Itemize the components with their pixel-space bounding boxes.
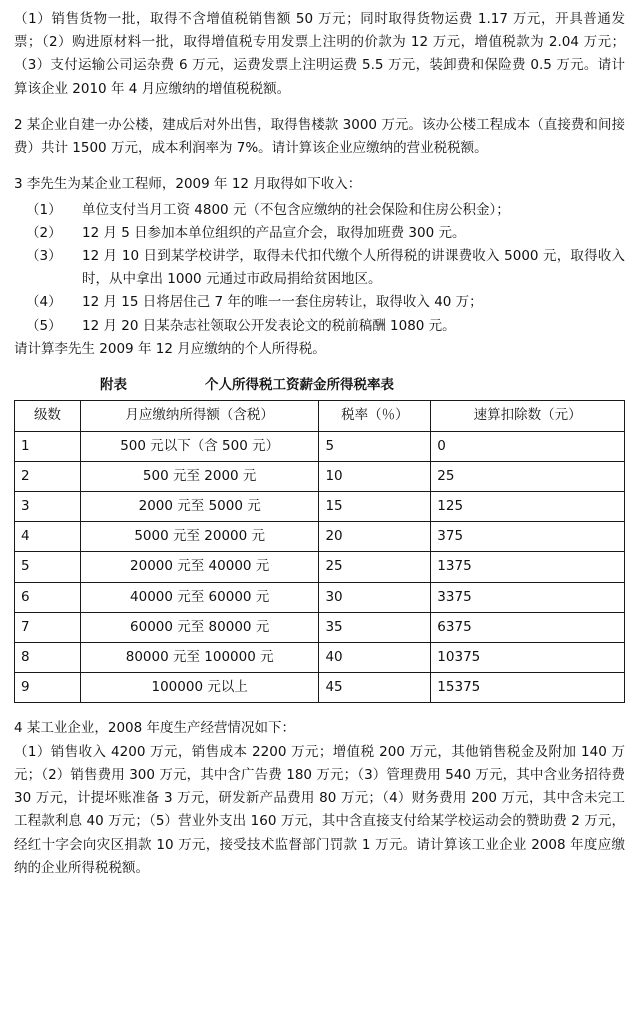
cell-level: 7 — [15, 612, 81, 642]
question-4-text: （1）销售收入 4200 万元，销售成本 2200 万元；增值税 200 万元，其他销售税金及附加 140 万元；（2）销售费用 300 万元，其中含广告费 180 万元；（3）管理费用 540 万元，其中含业务招待费 30 万元，计提坏账准备 3 万元，研发新产品费用 80 万元；（4）财务费用 200 万元，其中含未完工工程款利息 40 万元；（5）营业外支出 160 万元，其中含直接支付给某学校运动会的赞助费 2 万元，经红十字会向灾区捐款 10 万元，接受技术监督部门罚款 1 万元。请计算该工业企业 2008 年度应缴纳的企业所得税税额。 — [14, 743, 625, 876]
table-row — [15, 552, 625, 582]
cell-level: 5 — [15, 552, 81, 582]
question-3-item — [14, 199, 625, 222]
item-number: （5） — [26, 317, 62, 334]
table-row — [15, 491, 625, 521]
cell-bracket: 500 元以下（含 500 元） — [80, 431, 319, 461]
table-row — [15, 431, 625, 461]
cell-bracket: 60000 元至 80000 元 — [80, 612, 319, 642]
cell-bracket: 40000 元至 60000 元 — [80, 582, 319, 612]
item-number: （4） — [26, 294, 62, 311]
table-caption-left: 附表 — [100, 377, 127, 394]
cell-level: 6 — [15, 582, 81, 612]
cell-bracket: 100000 元以上 — [80, 673, 319, 703]
tax-rate-table — [14, 400, 625, 703]
item-number: （2） — [26, 224, 62, 241]
cell-bracket: 5000 元至 20000 元 — [80, 522, 319, 552]
cell-rate: 5 — [319, 431, 431, 461]
cell-bracket: 80000 元至 100000 元 — [80, 643, 319, 673]
cell-deduction: 1375 — [431, 552, 625, 582]
table-header-row — [15, 401, 625, 431]
cell-rate: 45 — [319, 673, 431, 703]
item-number: （3） — [26, 247, 62, 264]
table-row — [15, 643, 625, 673]
column-header-bracket: 月应缴纳所得额（含税） — [80, 401, 319, 431]
item-text: 单位支付当月工资 4800 元（不包含应缴纳的社会保险和住房公积金）； — [82, 201, 510, 218]
cell-rate: 15 — [319, 491, 431, 521]
cell-deduction: 25 — [431, 461, 625, 491]
table-row — [15, 612, 625, 642]
table-caption — [14, 374, 625, 397]
table-row — [15, 461, 625, 491]
item-number: （1） — [26, 201, 62, 218]
question-3-item — [14, 245, 625, 291]
question-3-item — [14, 291, 625, 314]
cell-level: 1 — [15, 431, 81, 461]
question-3-footer: 请计算李先生 2009 年 12 月应缴纳的个人所得税。 — [14, 340, 326, 357]
cell-deduction: 10375 — [431, 643, 625, 673]
cell-deduction: 125 — [431, 491, 625, 521]
item-text: 12 月 15 日将居住己 7 年的唯一一套住房转让，取得收入 40 万； — [82, 294, 483, 311]
cell-deduction: 15375 — [431, 673, 625, 703]
question-2-block — [14, 114, 625, 160]
cell-level: 2 — [15, 461, 81, 491]
question-3-heading: 3 李先生为某企业工程师，2009 年 12 月取得如下收入： — [14, 176, 362, 193]
table-title: 个人所得税工资薪金所得税率表 — [205, 377, 394, 394]
cell-rate: 30 — [319, 582, 431, 612]
cell-rate: 35 — [319, 612, 431, 642]
column-header-deduction: 速算扣除数（元） — [431, 401, 625, 431]
cell-level: 8 — [15, 643, 81, 673]
item-text: 12 月 5 日参加本单位组织的产品宣介会，取得加班费 300 元。 — [82, 224, 466, 241]
table-row — [15, 673, 625, 703]
table-row — [15, 522, 625, 552]
cell-level: 3 — [15, 491, 81, 521]
item-text: 12 月 10 日到某学校讲学，取得未代扣代缴个人所得税的讲课费收入 5000 元，取得收入时，从中拿出 1000 元通过市政局捐给贫困地区。 — [82, 247, 625, 288]
cell-deduction: 6375 — [431, 612, 625, 642]
cell-bracket: 20000 元至 40000 元 — [80, 552, 319, 582]
question-3-block — [14, 173, 625, 361]
cell-bracket: 2000 元至 5000 元 — [80, 491, 319, 521]
cell-bracket: 500 元至 2000 元 — [80, 461, 319, 491]
question-2-text: 2 某企业自建一办公楼，建成后对外出售，取得售楼款 3000 万元。该办公楼工程成本（直接费和间接费）共计 1500 万元，成本利润率为 7%。请计算该企业应缴纳的营业税税额。 — [14, 116, 625, 157]
cell-level: 4 — [15, 522, 81, 552]
cell-rate: 20 — [319, 522, 431, 552]
cell-rate: 40 — [319, 643, 431, 673]
cell-deduction: 375 — [431, 522, 625, 552]
question-4-block — [14, 717, 625, 880]
question-3-item — [14, 315, 625, 338]
cell-rate: 10 — [319, 461, 431, 491]
column-header-rate: 税率（％） — [319, 401, 431, 431]
column-header-level: 级数 — [15, 401, 81, 431]
cell-rate: 25 — [319, 552, 431, 582]
item-text: 12 月 20 日某杂志社领取公开发表论文的税前稿酬 1080 元。 — [82, 317, 456, 334]
cell-deduction: 0 — [431, 431, 625, 461]
question-1-text: （1）销售货物一批，取得不含增值税销售额 50 万元；同时取得货物运费 1.17 万元，开具普通发票；（2）购进原材料一批，取得增值税专用发票上注明的价款为 12 万元，增值税款为 2.04 万元；（3）支付运输公司运杂费 6 万元，运费发票上注明运费 5.5 万元，装卸费和保险费 0.5 万元。请计算该企业 2010 年 4 月应缴纳的增值税税额。 — [14, 11, 625, 97]
cell-deduction: 3375 — [431, 582, 625, 612]
question-4-heading: 4 某工业企业，2008 年度生产经营情况如下： — [14, 720, 296, 737]
table-row — [15, 582, 625, 612]
question-1-block — [14, 8, 625, 101]
question-3-item — [14, 222, 625, 245]
cell-level: 9 — [15, 673, 81, 703]
